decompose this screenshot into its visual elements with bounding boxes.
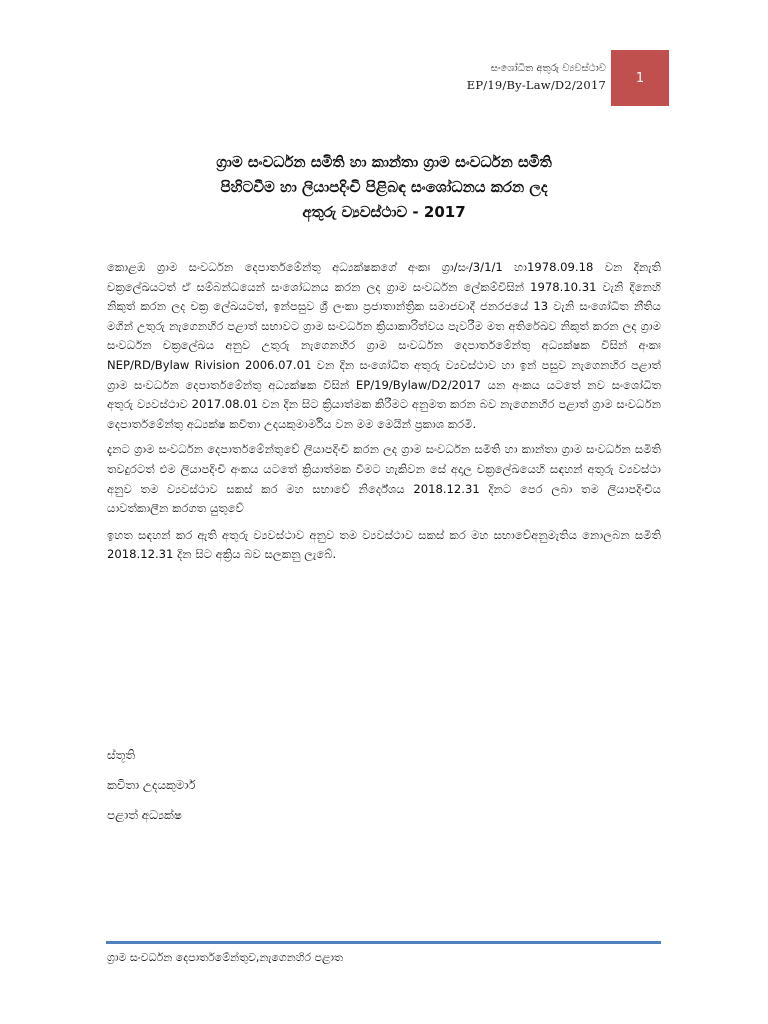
body-paragraph-1: කොළඹ ග්‍රාම සංවර්ධන දෙපාර්තමේන්තු අධ්‍යක්ෂකගේ අංකඃ ග්‍රා/සං/3/1/1 හා1978.09.18 වන දිනැති චක්‍රලේඛයටත් ඒ සම්බන්ධයෙන් සංශෝධනය කරන ලද ග්‍රාම සංවර්ධන ලේකම්විසින් 1978.10.31 වැනි දිනෙහි නිකුත් කරන ලද චක්‍ර ලේඛයටත්, ඉන්පසුව ශ්‍රී ලංකා ප්‍රජාතාන්ත්‍රික සමාජවාදී ජනරජයේ 13 වැනි සංශෝධිත නීතිය මගින් උතුරු නැගෙනහිර පළාත් සභාවට ග්‍රාම සංවර්ධන ක්‍රියාකාරිත්වය පැවරීම මත අතිරේඛව නිකුත් කරන ලද ග්‍රාම සංවර්ධන චක්‍රලේඛය අනුව උතුරු නැගෙනහිර ග්‍රාම සංවර්ධන දෙපාර්තමේන්තු අධ්‍යක්ෂක විසින් අංකඃ NEP/RD/Bylaw Rivision 2006.07.01 වන දින සංශෝධිත අතුරු ව්‍යවස්ථාව හා ඉන් පසුව නැගෙනහිර පළාත් ග්‍රාම සංවර්ධන දෙපාර්තමේන්තු අධ්‍යක්ෂක විසින් EP/19/Bylaw/D2/2017 යන අංකය යටතේ නව සංශෝධිත අතුරු ව්‍යවස්ථාව 2017.08.01 වන දින සිට ක්‍රියාත්මක කිරීමට අනුමත කරන බව නැගෙනහිර පළාත් ග්‍රාම සංවර්ධන දෙපාර්තමේන්තු අධ්‍යක්ෂ කවිතා උදයකුමාර්මිය වන මම මෙයින් ප්‍රකාශ කරමි.	[107, 260, 661, 431]
header-document-type: සංශෝධිත අතුරු ව්‍යවස්ථාව	[490, 63, 606, 74]
title-line-2: පිහිටවීම හා ලියාපදිංචි පිළිබඳ සංශෝධනය කරන ලද	[220, 178, 548, 196]
signature-name: කවිතා උදයකුමාර්	[107, 778, 196, 792]
footer-divider	[106, 941, 661, 944]
footer-department: ග්‍රාම සංවර්ධන දෙපාර්තමේන්තුව,නැගෙනහිර පළාත	[107, 951, 343, 964]
title-line-3: අතුරු ව්‍යවස්ථාව - 2017	[302, 203, 466, 221]
document-title	[100, 150, 668, 225]
title-line-1: ග්‍රාම සංවර්ධන සමිති හා කාන්තා ග්‍රාම සංවර්ධන සමිති	[216, 153, 552, 171]
signature-thanks: ස්තූති	[107, 748, 136, 762]
body-paragraph-2: දැනට ග්‍රාම සංවර්ධන දෙපාර්තමේන්තුවේ ලියාපදිංචි කරන ලද ග්‍රාම සංවර්ධන සමිති හා කාන්තා ග්‍රාම සංවර්ධන සමිති තවදුරටත් එම ලියාපදිංචි අංකය යටතේ ක්‍රියාත්මක වීමට හැකිවන සේ අදාල චක්‍රලේඛයෙහි සඳහන් අතුරු ව්‍යවස්ථා අනුව තම ව්‍යවස්ථාව සකස් කර මහ සභාවේ නිර්දේශය 2018.12.31 දිනට පෙර ලබා තම ලියාපදිංචිය යාවත්කාලීන කරගත යුතුවේ	[107, 442, 661, 516]
page-number-badge	[611, 50, 669, 106]
signature-block	[107, 740, 196, 830]
signature-designation: පළාත් අධ්‍යක්ෂ	[107, 808, 182, 822]
page-header	[467, 60, 606, 94]
document-body	[107, 258, 661, 572]
header-reference-number: EP/19/By-Law/D2/2017	[466, 78, 606, 92]
page-number: 1	[635, 70, 645, 86]
body-paragraph-3: ඉහත සඳහන් කර ඇති අතුරු ව්‍යවස්ථාව අනුව තම ව්‍යවස්ථාව සකස් කර මහ සභාවේඅනුමැතිය නොලබන සමිති 2018.12.31 දින සිට අක්‍රිය බව සලකනු ලැබේ.	[107, 527, 661, 562]
